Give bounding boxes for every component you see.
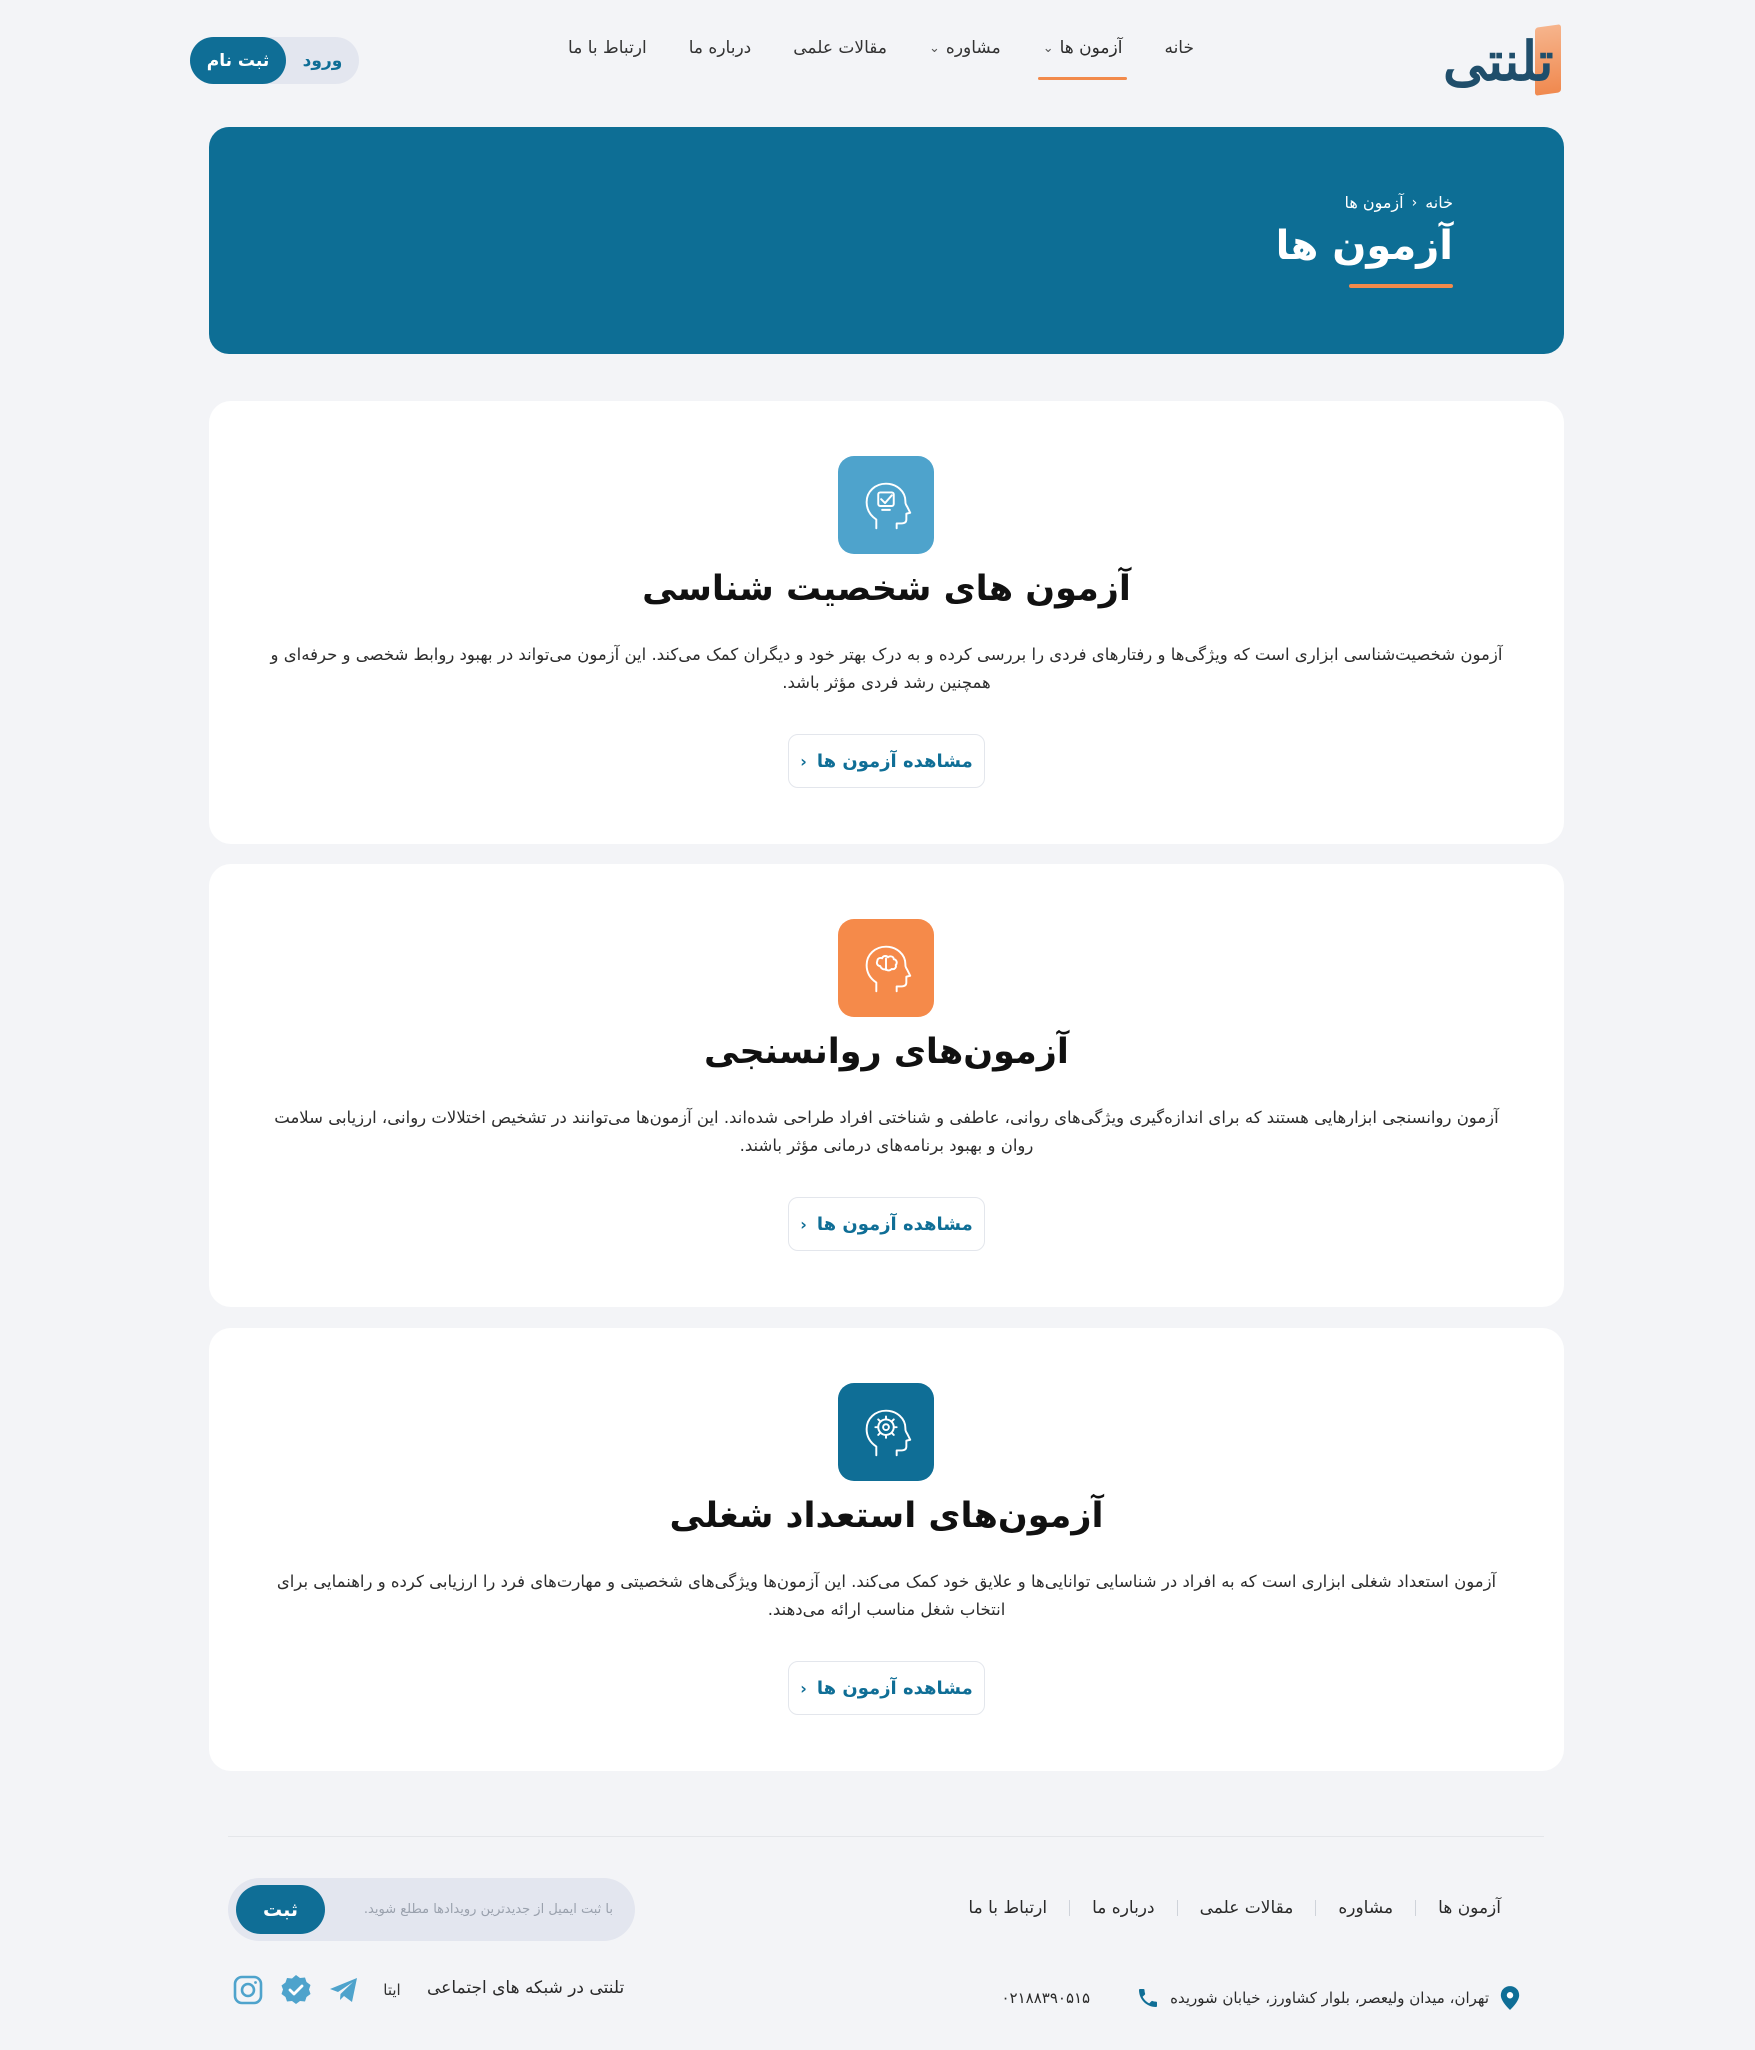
newsletter-email-input[interactable] [313, 1878, 613, 1941]
social-label: تلنتی در شبکه های اجتماعی [427, 1978, 625, 1998]
chevron-down-icon: ⌄ [929, 40, 940, 56]
nav-item-label: آزمون ها [1059, 38, 1123, 58]
brand-logo[interactable] [1443, 26, 1563, 96]
view-tests-button[interactable] [788, 1661, 985, 1715]
footer-nav-divider [1069, 1900, 1070, 1916]
logo-text: تلنتی [1443, 29, 1554, 93]
nav-item-label: مقالات علمی [793, 38, 887, 58]
test-card-psychometric [209, 864, 1564, 1307]
footer-phone[interactable]: ۰۲۱۸۸۳۹۰۵۱۵ [1001, 1989, 1091, 2007]
footer-nav-divider [1177, 1900, 1178, 1916]
chevron-left-icon: ‹ [800, 1214, 807, 1234]
footer-link-about[interactable]: درباره ما [1092, 1898, 1155, 1918]
eitaa-label: ایتا [383, 1981, 401, 1999]
footer-divider [228, 1836, 1544, 1837]
main-nav [547, 38, 1215, 58]
newsletter-form [228, 1878, 635, 1941]
newsletter-submit-button[interactable]: ثبت [236, 1885, 325, 1934]
footer-nav-divider [1315, 1900, 1316, 1916]
page-hero [209, 127, 1564, 354]
footer-link-consulting[interactable]: مشاوره [1338, 1898, 1394, 1918]
footer-contact [1001, 1985, 1521, 2011]
nav-item-label: ارتباط با ما [568, 38, 647, 58]
chevron-left-icon: ‹ [800, 751, 807, 771]
footer-nav [946, 1898, 1523, 1918]
card-description: آزمون روانسنجی ابزارهایی هستند که برای اندازه‌گیری ویژگی‌های روانی، عاطفی و شناختی افراد طراحی شده‌اند. این آزمون‌ها می‌توانند در تشخیص اختلالات روانی، ارزیابی سلامت روان و بهبود برنامه‌های درمانی مؤثر باشند. [274, 1108, 1499, 1155]
nav-item-label: درباره ما [688, 38, 752, 58]
test-card-career [209, 1328, 1564, 1771]
head-brain-icon [838, 919, 934, 1017]
site-header [0, 0, 1755, 110]
phone-icon [1136, 1986, 1160, 2010]
telegram-icon[interactable] [327, 1973, 361, 2007]
title-underline [1349, 284, 1453, 288]
nav-item-consulting[interactable] [908, 38, 1022, 58]
nav-item-about[interactable] [668, 38, 773, 58]
button-label: مشاهده آزمون ها [816, 1213, 973, 1235]
footer-link-articles[interactable]: مقالات علمی [1199, 1898, 1294, 1918]
login-button[interactable]: ورود [302, 50, 343, 71]
eitaa-icon[interactable] [375, 1973, 409, 2007]
head-gear-icon [838, 1383, 934, 1481]
card-description: آزمون استعداد شغلی ابزاری است که به افراد در شناسایی توانایی‌ها و علایق خود کمک می‌کند. این آزمون‌ها ویژگی‌های شخصیتی و مهارت‌های فرد را ارزیابی کرده و راهنمایی برای انتخاب شغل مناسب ارائه می‌دهند. [276, 1572, 1497, 1619]
nav-item-contact[interactable] [547, 38, 668, 58]
head-check-icon [838, 456, 934, 554]
view-tests-button[interactable] [788, 1197, 985, 1251]
card-title: آزمون های شخصیت شناسی [642, 569, 1131, 609]
footer-nav-divider [1415, 1900, 1416, 1916]
breadcrumb [1344, 193, 1453, 212]
view-tests-button[interactable] [788, 734, 985, 788]
instagram-icon[interactable] [231, 1973, 265, 2007]
chevron-left-icon: ‹ [1411, 194, 1418, 211]
card-description: آزمون شخصیت‌شناسی ابزاری است که ویژگی‌ها و رفتارهای فردی را بررسی کرده و به درک بهتر خود و دیگران کمک می‌کند. این آزمون می‌تواند در بهبود روابط شخصی و حرفه‌ای و همچنین رشد فردی مؤثر باشد. [270, 645, 1503, 692]
page-title: آزمون ها [1275, 223, 1453, 269]
social-links [231, 1973, 409, 2007]
chevron-left-icon: ‹ [800, 1678, 807, 1698]
breadcrumb-current: آزمون ها [1344, 193, 1404, 212]
card-title: آزمون‌های استعداد شغلی [669, 1496, 1104, 1536]
auth-group [190, 37, 359, 84]
footer-address: تهران، میدان ولیعصر، بلوار کشاورز، خیابان شوریده [1170, 1989, 1489, 2007]
nav-item-label: خانه [1164, 38, 1194, 58]
nav-item-home[interactable] [1143, 38, 1215, 58]
test-card-personality [209, 401, 1564, 844]
footer-link-tests[interactable]: آزمون ها [1438, 1898, 1501, 1918]
location-pin-icon [1499, 1985, 1521, 2011]
button-label: مشاهده آزمون ها [816, 750, 973, 772]
footer-link-contact[interactable]: ارتباط با ما [968, 1898, 1048, 1918]
nav-item-label: مشاوره [945, 38, 1001, 58]
nav-item-articles[interactable] [772, 38, 908, 58]
nav-item-tests[interactable] [1022, 38, 1144, 58]
card-title: آزمون‌های روانسنجی [704, 1032, 1069, 1072]
verified-icon[interactable] [279, 1973, 313, 2007]
chevron-down-icon: ⌄ [1042, 40, 1054, 56]
register-button[interactable]: ثبت نام [190, 37, 286, 84]
breadcrumb-home[interactable]: خانه [1425, 193, 1453, 212]
button-label: مشاهده آزمون ها [816, 1677, 973, 1699]
